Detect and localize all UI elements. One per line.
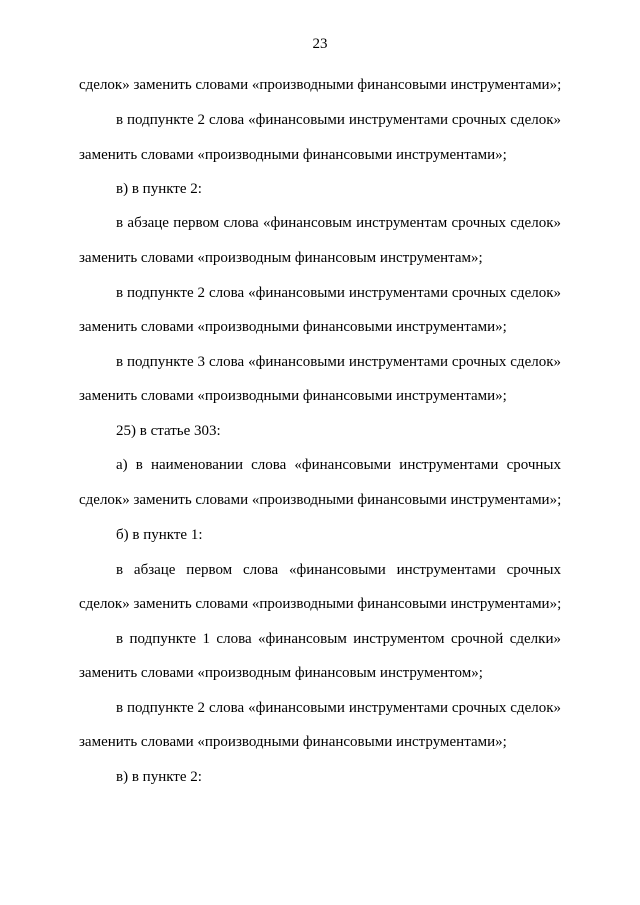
- text-line: сделок» заменить словами «производными финансовыми инструментами»;: [79, 77, 562, 93]
- text-line: 25) в статье 303:: [116, 423, 221, 439]
- text-line: в подпункте 1 слова «финансовым инструментом срочной сделки»: [116, 631, 561, 647]
- text-line: заменить словами «производными финансовыми инструментами»;: [79, 388, 507, 404]
- text-line: в подпункте 2 слова «финансовыми инструментами срочных сделок»: [116, 700, 561, 716]
- text-line: заменить словами «производными финансовыми инструментами»;: [79, 319, 507, 335]
- text-line: в подпункте 2 слова «финансовыми инструментами срочных сделок»: [116, 285, 561, 301]
- text-line: сделок» заменить словами «производными финансовыми инструментами»;: [79, 596, 562, 612]
- text-line: в подпункте 3 слова «финансовыми инструментами срочных сделок»: [116, 354, 561, 370]
- text-line: заменить словами «производными финансовыми инструментами»;: [79, 734, 507, 750]
- text-line: в абзаце первом слова «финансовым инструментам срочных сделок»: [116, 215, 561, 231]
- text-line: в) в пункте 2:: [116, 769, 202, 785]
- text-line: заменить словами «производным финансовым инструментом»;: [79, 665, 483, 681]
- text-line: в подпункте 2 слова «финансовыми инструментами срочных сделок»: [116, 112, 561, 128]
- text-line: б) в пункте 1:: [116, 527, 203, 543]
- text-line: а) в наименовании слова «финансовыми инструментами срочных: [116, 457, 561, 473]
- page-number: 23: [312, 36, 328, 52]
- text-line: сделок» заменить словами «производными финансовыми инструментами»;: [79, 492, 562, 508]
- text-line: заменить словами «производным финансовым инструментам»;: [79, 250, 483, 266]
- text-line: в абзаце первом слова «финансовыми инструментами срочных: [116, 562, 561, 578]
- text-line: заменить словами «производными финансовыми инструментами»;: [79, 147, 507, 163]
- text-line: в) в пункте 2:: [116, 181, 202, 197]
